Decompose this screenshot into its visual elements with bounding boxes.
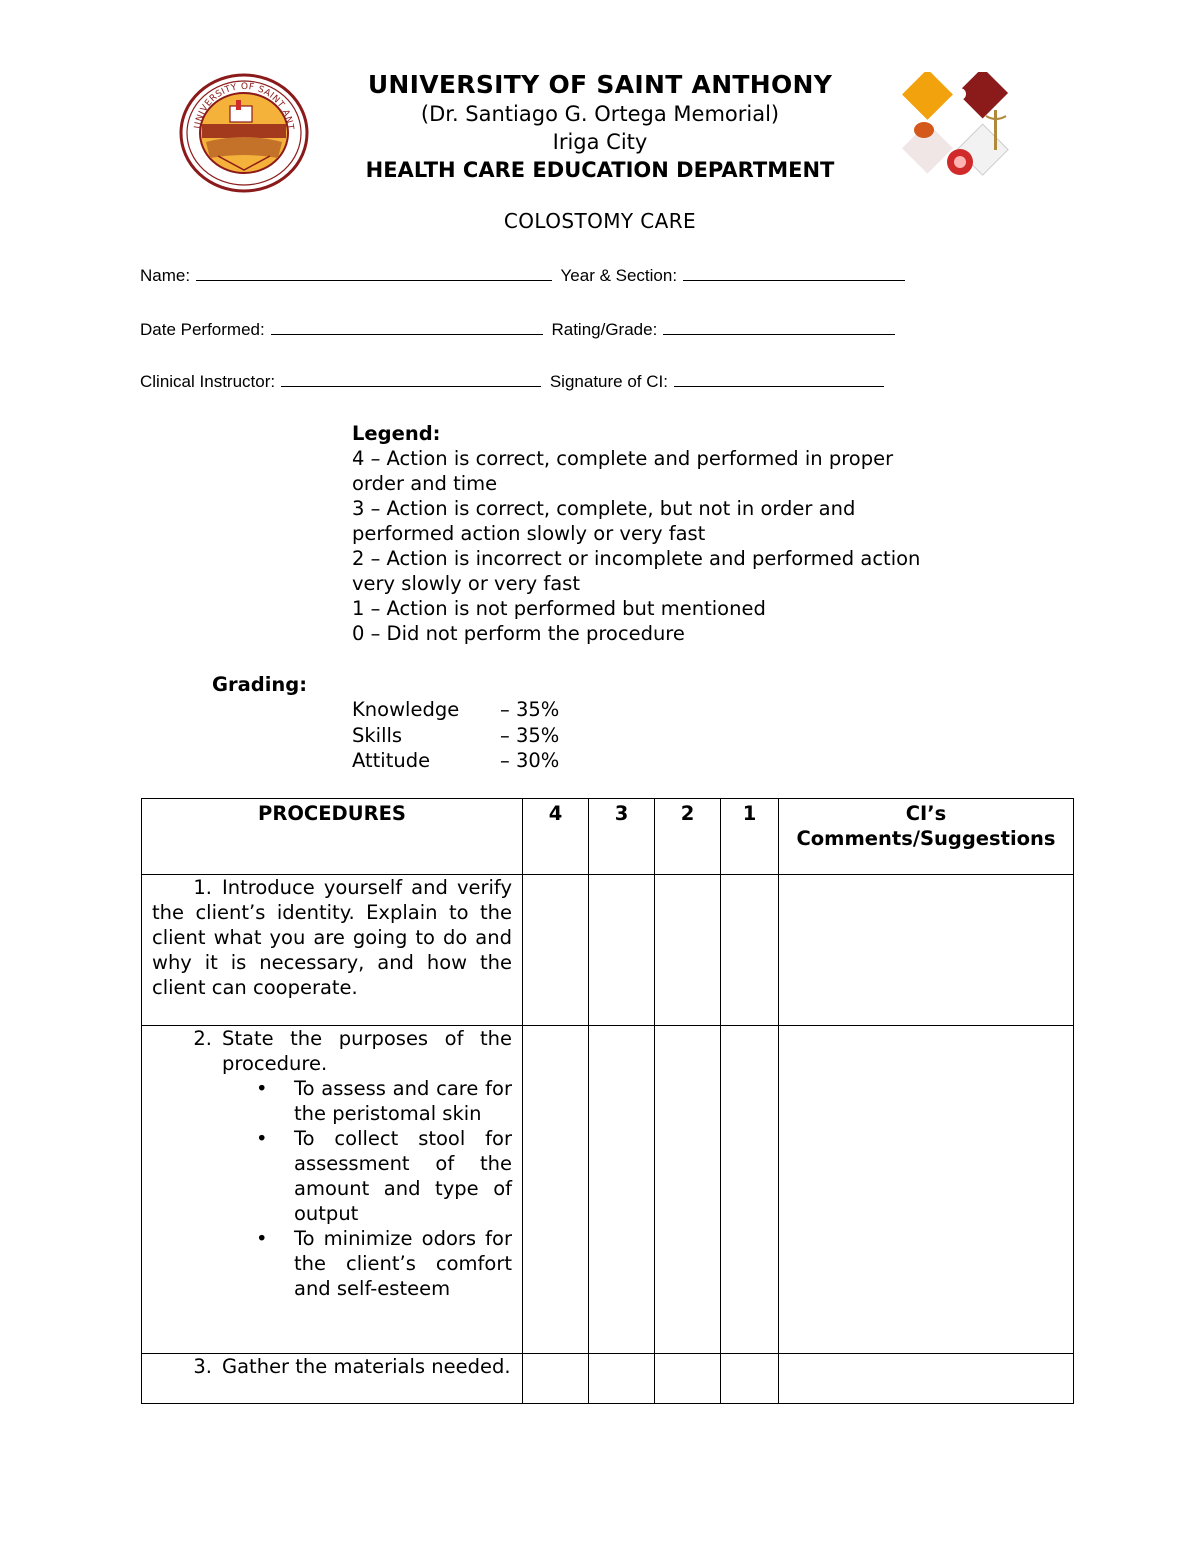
procedure-cell <box>142 1354 523 1404</box>
health-care-department-logo <box>902 72 1020 194</box>
info-row-name <box>140 266 909 286</box>
grading-row <box>352 697 559 723</box>
signature-ci-label: Signature of CI: <box>549 372 668 391</box>
procedure-cell <box>142 875 523 1026</box>
rating-grade-field[interactable] <box>663 320 895 335</box>
year-section-field[interactable] <box>683 266 905 281</box>
bullet-icon: • <box>256 1227 268 1250</box>
header-comments: CI’s Comments/Suggestions <box>779 799 1074 875</box>
procedure-step-continuation: the client’s identity. Explain to the client what you are going to do and why it is necessary, and how the client can cooperate. <box>152 901 512 999</box>
comments-cell[interactable] <box>779 1354 1074 1404</box>
grading-label: Attitude <box>352 749 431 772</box>
clinical-instructor-field[interactable] <box>281 372 541 387</box>
purpose-text: To assess and care for the peristomal skin <box>294 1077 512 1125</box>
score-1-cell[interactable] <box>721 1354 779 1404</box>
university-city: Iriga City <box>552 130 648 154</box>
legend-item: 1 – Action is not performed but mentioned <box>352 597 766 620</box>
grading-row <box>352 748 559 774</box>
header-score-1: 1 <box>721 799 779 875</box>
grading-value: – 35% <box>500 723 560 747</box>
form-title: COLOSTOMY CARE <box>503 209 697 233</box>
svg-text:UNIVERSITY OF SAINT ANTHONY: UNIVERSITY OF SAINT ANT <box>193 81 295 131</box>
procedure-number: 3. <box>193 1355 212 1378</box>
signature-ci-field[interactable] <box>674 372 884 387</box>
name-field[interactable] <box>196 266 552 281</box>
score-1-cell[interactable] <box>721 875 779 1026</box>
grading-title: Grading: <box>212 673 308 696</box>
procedure-step: Introduce yourself and verify <box>222 876 512 899</box>
table-row <box>142 875 1074 1026</box>
procedures-table <box>141 798 1074 1404</box>
score-4-cell[interactable] <box>523 1354 589 1404</box>
legend-item: 0 – Did not perform the procedure <box>352 622 685 645</box>
score-1-cell[interactable] <box>721 1026 779 1354</box>
comments-cell[interactable] <box>779 1026 1074 1354</box>
comments-cell[interactable] <box>779 875 1074 1026</box>
procedure-step: State the purposes of the procedure. <box>222 1027 512 1075</box>
purpose-text: To minimize odors for the client’s comfort and self-esteem <box>294 1227 512 1300</box>
score-3-cell[interactable] <box>589 1354 655 1404</box>
clinical-instructor-label: Clinical Instructor: <box>140 372 276 391</box>
score-3-cell[interactable] <box>589 1026 655 1354</box>
info-row-date <box>140 320 899 340</box>
table-header-row <box>142 799 1074 875</box>
grading-row <box>352 723 559 749</box>
university-subtitle: (Dr. Santiago G. Ortega Memorial) <box>420 102 780 126</box>
rating-grade-label: Rating/Grade: <box>551 320 658 339</box>
legend-item: 4 – Action is correct, complete and performed in proper order and time <box>352 447 894 495</box>
procedure-number: 2. <box>193 1027 212 1050</box>
legend-item: 2 – Action is incorrect or incomplete and performed action very slowly or very fast <box>352 547 921 595</box>
header-score-2: 2 <box>655 799 721 875</box>
year-section-label: Year & Section: <box>560 266 678 285</box>
grading-label: Skills <box>352 723 403 747</box>
name-label: Name: <box>140 266 191 285</box>
purpose-item <box>152 1126 512 1226</box>
purpose-item <box>152 1226 512 1301</box>
header-score-3: 3 <box>589 799 655 875</box>
legend-item: 3 – Action is correct, complete, but not in order and performed action slowly or very fast <box>352 497 856 545</box>
score-4-cell[interactable] <box>523 875 589 1026</box>
header-score-4: 4 <box>523 799 589 875</box>
purpose-text: To collect stool for assessment of the amount and type of output <box>294 1127 512 1225</box>
department-name: HEALTH CARE EDUCATION DEPARTMENT <box>365 158 835 182</box>
procedure-cell <box>142 1026 523 1354</box>
legend-title: Legend: <box>352 422 441 445</box>
info-row-instructor <box>140 372 888 392</box>
bullet-icon: • <box>256 1077 268 1100</box>
university-name: UNIVERSITY OF SAINT ANTHONY <box>367 70 833 99</box>
table-row <box>142 1026 1074 1354</box>
university-seal-logo <box>178 72 310 194</box>
purpose-item <box>152 1076 512 1126</box>
legend <box>352 421 932 646</box>
grading-value: – 35% <box>500 698 560 721</box>
score-3-cell[interactable] <box>589 875 655 1026</box>
procedure-number: 1. <box>193 876 212 899</box>
date-performed-field[interactable] <box>271 320 543 335</box>
score-2-cell[interactable] <box>655 875 721 1026</box>
procedure-step: Gather the materials needed. <box>222 1355 511 1378</box>
score-4-cell[interactable] <box>523 1026 589 1354</box>
score-2-cell[interactable] <box>655 1354 721 1404</box>
bullet-icon: • <box>256 1127 268 1150</box>
table-row <box>142 1354 1074 1404</box>
score-2-cell[interactable] <box>655 1026 721 1354</box>
grading-label: Knowledge <box>352 698 460 721</box>
date-performed-label: Date Performed: <box>140 320 265 339</box>
grading-list <box>352 697 559 774</box>
header-procedures: PROCEDURES <box>142 799 523 875</box>
grading-value: – 30% <box>500 749 560 772</box>
